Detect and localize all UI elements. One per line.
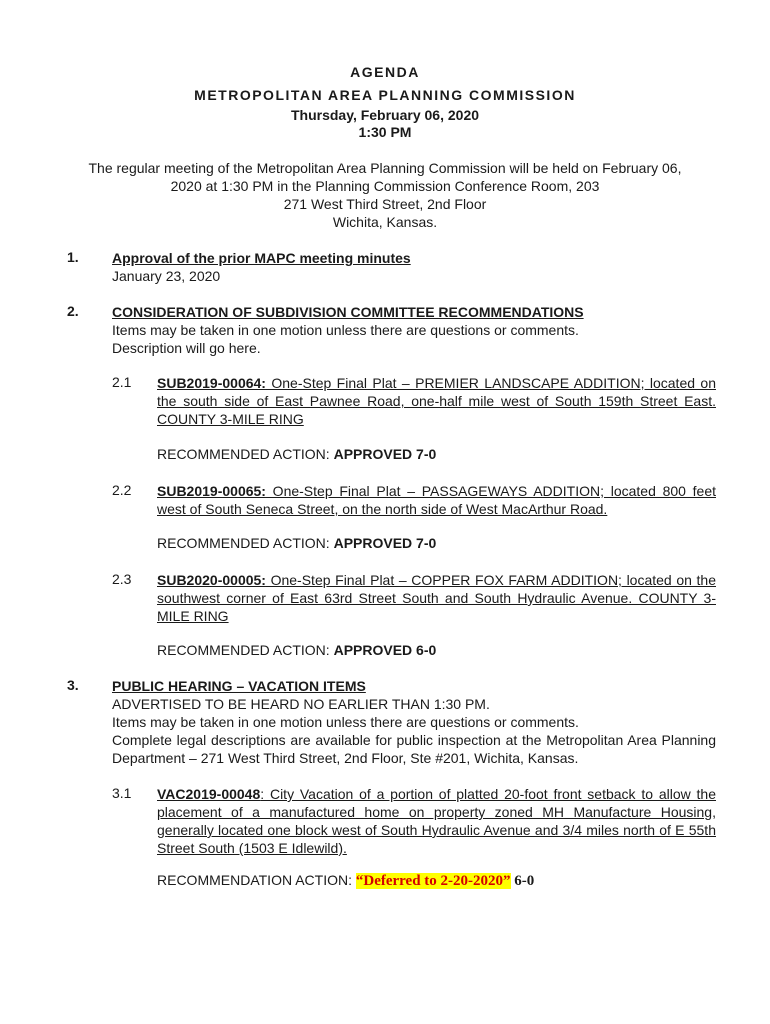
case-description: One-Step Final Plat – PASSAGEWAYS ADDITION; located 800 feet west of South Seneca Street, on the north side of West MacArthur Road.	[157, 483, 716, 517]
action-label: RECOMMENDATION ACTION:	[157, 872, 356, 888]
action-result: APPROVED 7-0	[333, 446, 437, 462]
item-public-hearing	[112, 677, 716, 767]
item-subdivision	[112, 303, 716, 357]
item-detail: ADVERTISED TO BE HEARD NO EARLIER THAN 1:30 PM.	[112, 696, 490, 712]
subitem-text	[157, 571, 716, 625]
recommended-action	[157, 535, 436, 551]
item-title: PUBLIC HEARING – VACATION ITEMS	[112, 678, 366, 694]
case-number: SUB2019-00065:	[157, 483, 266, 499]
action-label: RECOMMENDED ACTION:	[157, 446, 334, 462]
recommended-action	[157, 446, 436, 462]
subitem-number: 2.3	[112, 571, 132, 587]
item-detail: Items may be taken in one motion unless there are questions or comments.	[112, 714, 579, 730]
intro-paragraph	[40, 159, 730, 231]
intro-line: The regular meeting of the Metropolitan Area Planning Commission will be held on February 06,	[88, 160, 682, 176]
item-detail: Items may be taken in one motion unless there are questions or comments.	[112, 322, 579, 338]
case-description: : City Vacation of a portion of platted 20-foot front setback to allow the placement of a manufactured home on property zoned MH Manufacture Housing, generally located one block west of South Hydraulic Avenue and 3/4 miles north of E 55th Street South (1503 E Idlewild).	[157, 786, 716, 856]
subitem-text	[157, 785, 716, 857]
organization-name: METROPOLITAN AREA PLANNING COMMISSION	[194, 87, 576, 103]
item-detail: Complete legal descriptions are available for public inspection at the Metropolitan Area Planning Department – 271 West Third Street, 2nd Floor, Ste #201, Wichita, Kansas.	[112, 732, 716, 766]
subitem-number: 2.1	[112, 374, 132, 390]
subitem	[157, 482, 716, 518]
subitem-text	[157, 374, 716, 428]
item-title: Approval of the prior MAPC meeting minutes	[112, 250, 411, 266]
vote-count: 6-0	[510, 873, 535, 889]
meeting-date: Thursday, February 06, 2020	[290, 107, 480, 123]
case-description: One-Step Final Plat – PREMIER LANDSCAPE ADDITION; located on the south side of East Pawnee Road, one-half mile west of South 159th Street East. COUNTY 3-MILE RING	[157, 375, 716, 427]
case-description: One-Step Final Plat – COPPER FOX FARM ADDITION; located on the southwest corner of East 63rd Street South and South Hydraulic Avenue. COUNTY 3-MILE RING	[157, 572, 716, 624]
item-number: 2.	[67, 303, 79, 319]
item-minutes	[112, 249, 716, 285]
action-result: APPROVED 7-0	[333, 535, 437, 551]
item-detail: Description will go here.	[112, 340, 261, 356]
subitem-text	[157, 482, 716, 518]
subitem	[157, 571, 716, 625]
subitem	[157, 374, 716, 428]
item-detail: January 23, 2020	[112, 268, 221, 284]
action-label: RECOMMENDED ACTION:	[157, 535, 334, 551]
meeting-time: 1:30 PM	[358, 124, 412, 140]
deferred-highlight: “Deferred to 2-20-2020”	[355, 873, 511, 889]
item-number: 1.	[67, 249, 79, 265]
recommended-action	[157, 872, 534, 890]
action-label: RECOMMENDED ACTION:	[157, 642, 334, 658]
item-number: 3.	[67, 677, 79, 693]
agenda-heading: AGENDA	[350, 64, 420, 80]
case-number: VAC2019-00048	[157, 786, 261, 802]
case-number: SUB2020-00005:	[157, 572, 266, 588]
case-number: SUB2019-00064:	[157, 375, 266, 391]
action-result: APPROVED 6-0	[333, 642, 437, 658]
subitem	[157, 785, 716, 857]
intro-line: Wichita, Kansas.	[332, 214, 438, 230]
subitem-number: 3.1	[112, 785, 132, 801]
item-title: CONSIDERATION OF SUBDIVISION COMMITTEE RECOMMENDATIONS	[112, 304, 584, 320]
intro-line: 2020 at 1:30 PM in the Planning Commission Conference Room, 203	[170, 178, 600, 194]
subitem-number: 2.2	[112, 482, 132, 498]
recommended-action	[157, 642, 436, 658]
intro-line: 271 West Third Street, 2nd Floor	[283, 196, 487, 212]
